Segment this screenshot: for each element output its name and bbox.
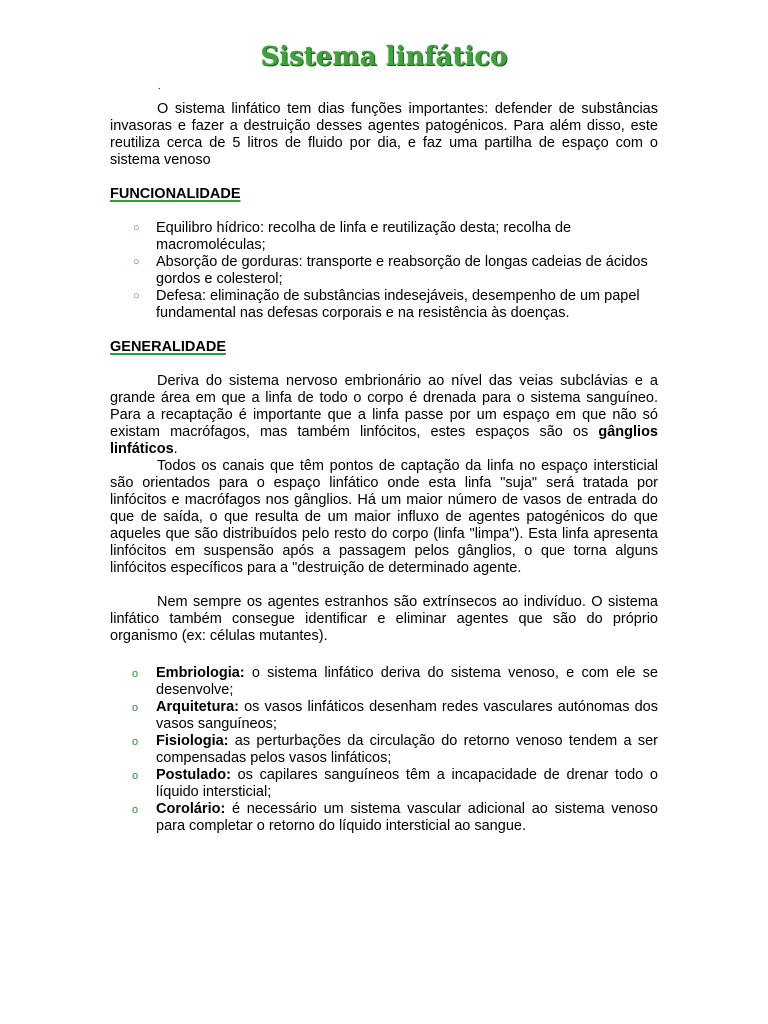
list-item-term: Arquitetura: <box>156 699 239 715</box>
list-item <box>110 288 658 322</box>
intro-paragraph: O sistema linfático tem dias funções importantes: defender de substâncias invasoras e fazer a destruição desses agentes patogénicos. Para além disso, este reutiliza cerca de 5 litros de fluido por dia, e faz uma partilha de espaço com o sistema venoso <box>110 101 658 168</box>
list-item-text: Defesa: eliminação de substâncias indesejáveis, desempenho de um papel fundamental nas defesas corporais e na resistência às doenças. <box>156 288 640 321</box>
list-item-term: Corolário: <box>156 801 226 817</box>
list-item <box>110 699 658 733</box>
bullet-circle-icon: ○ <box>133 256 140 268</box>
bullet-circle-icon: o <box>132 736 139 748</box>
section-heading-funcionalidade: FUNCIONALIDADE <box>110 186 241 202</box>
bullet-circle-icon: o <box>132 668 139 680</box>
generalidade-paragraph-2: Todos os canais que têm pontos de captação da linfa no espaço intersticial são orientados para o espaço linfático onde esta linfa "suja" será tratada por linfócitos e macrófagos nos gânglios. Há um maior número de vasos de entrada do que de saída, o que resulta de um maior influxo de agentes patogénicos do que aqueles que são distribuídos pelo resto do corpo (linfa "limpa"). Esta linfa apresenta linfócitos em suspensão após a passagem pelos gânglios, o que torna alguns linfócitos específicos para a "destruição de determinado agente. <box>110 458 658 576</box>
bullet-circle-icon: ○ <box>133 222 140 234</box>
list-item-term: Embriologia: <box>156 665 245 681</box>
list-item-text: as perturbações da circulação do retorno venoso tendem a ser compensadas pelos vasos linfáticos; <box>156 733 658 766</box>
bullet-circle-icon: o <box>132 702 139 714</box>
funcionalidade-list <box>110 220 658 322</box>
generalidade-list <box>110 665 658 835</box>
list-item <box>110 801 658 835</box>
list-item-text: Absorção de gorduras: transporte e reabsorção de longas cadeias de ácidos gordos e colesterol; <box>156 254 648 287</box>
paragraph-end: . <box>173 441 178 457</box>
paragraph-text: Deriva do sistema nervoso embrionário ao nível das veias subclávias e a grande área em que a linfa de todo o corpo é drenada para o sistema sanguíneo. Para a recaptação é importante que a linfa passe por um espaço em que não só existam macrófagos, mas também linfócitos, estes espaços são os <box>110 373 658 440</box>
list-item-text: Equilibro hídrico: recolha de linfa e reutilização desta; recolha de macromoléculas; <box>156 220 572 253</box>
document-body <box>110 101 658 835</box>
bullet-circle-icon: ○ <box>133 290 140 302</box>
list-item <box>110 733 658 767</box>
list-item-text: os vasos linfáticos desenham redes vasculares autónomas dos vasos sanguíneos; <box>156 699 658 732</box>
list-item <box>110 254 658 288</box>
section-heading-generalidade: GENERALIDADE <box>110 339 227 355</box>
list-item-text: o sistema linfático deriva do sistema venoso, e com ele se desenvolve; <box>156 665 658 698</box>
list-item <box>110 665 658 699</box>
list-item-term: Postulado: <box>156 767 231 783</box>
stray-mark: . <box>158 81 161 92</box>
bullet-circle-icon: o <box>132 804 139 816</box>
bullet-circle-icon: o <box>132 770 139 782</box>
list-item-text: os capilares sanguíneos têm a incapacidade de drenar todo o líquido intersticial; <box>156 767 658 800</box>
generalidade-paragraph-3: Nem sempre os agentes estranhos são extrínsecos ao indivíduo. O sistema linfático também consegue identificar e eliminar agentes que são do próprio organismo (ex: células mutantes). <box>110 594 658 644</box>
bold-term: gânglios linfáticos <box>110 424 658 457</box>
list-item <box>110 767 658 801</box>
generalidade-paragraph-1 <box>110 373 658 458</box>
list-item <box>110 220 658 254</box>
list-item-term: Fisiologia: <box>156 733 229 749</box>
page-title: Sistema linfático <box>260 42 508 72</box>
list-item-text: é necessário um sistema vascular adicional ao sistema venoso para completar o retorno do líquido intersticial ao sangue. <box>156 801 658 834</box>
